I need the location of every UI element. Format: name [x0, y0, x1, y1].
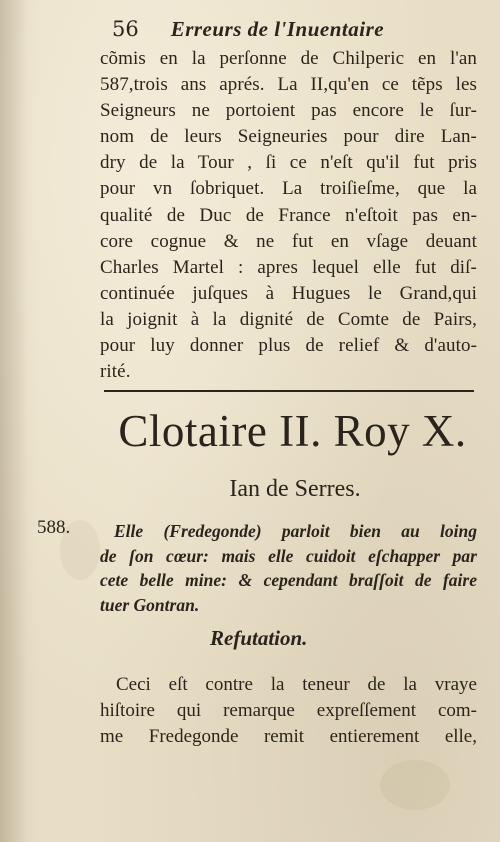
running-head	[112, 16, 472, 42]
paragraph-continuation	[100, 46, 477, 385]
running-head-title: Erreurs de l'Inuentaire	[170, 17, 385, 41]
gutter-shadow	[0, 0, 28, 842]
text-line: me Fredegonde remit entierement elle,	[100, 726, 477, 747]
text-line: 587,trois ans aprés. La II,qu'en ce tẽps les	[100, 74, 477, 96]
text-line: Seigneurs ne portoient pas encore le ſur-	[100, 100, 477, 122]
quote-line: tuer Gontran.	[100, 594, 200, 615]
text-line: nom de leurs Seigneuries pour dire Lan-	[100, 126, 477, 148]
page-number: 56	[112, 17, 139, 41]
refutation-paragraph	[100, 672, 477, 750]
text-line: la joignit à la dignité de Comte de Pairs,	[100, 308, 477, 330]
text-line: rité.	[100, 361, 131, 383]
margin-year-note: 588.	[37, 517, 71, 538]
author-name: Ian de Serres.	[229, 476, 361, 502]
quote-line: Elle (Fredegonde) parloit bien au loing	[114, 521, 477, 541]
text-line: continuée juſques à Hugues le Grand,qui	[100, 282, 477, 304]
paper-stain	[380, 760, 450, 810]
text-line: dry de la Tour , ſi ce n'eſt qu'il fut pris	[100, 152, 477, 174]
text-line: core cognue & ne fut en vſage deuant	[100, 230, 477, 252]
quote-line: cete belle mine: & cependant braſſoit de faire	[100, 570, 477, 590]
text-line: Charles Martel : apres lequel elle fut diſ-	[100, 256, 477, 278]
quoted-passage	[100, 519, 477, 617]
text-line: Ceci eſt contre la teneur de la vraye	[116, 674, 477, 695]
quote-line: de ſon cœur: mais elle cuidoit eſchapper par	[100, 545, 477, 566]
text-line: qualité de Duc de France n'eſtoit pas en-	[100, 204, 477, 226]
text-line: pour luy donner plus de relief & d'auto-	[100, 335, 477, 357]
refutation-heading: Refutation.	[210, 626, 308, 650]
section-heading: Clotaire II. Roy X.	[118, 406, 467, 456]
section-divider	[104, 390, 474, 392]
text-line: cõmis en la perſonne de Chilperic en l'an	[100, 48, 477, 69]
text-line: hiſtoire qui remarque expreſſement com-	[100, 700, 477, 721]
text-line: pour vn ſobriquet. La troiſieſme, que la	[100, 178, 477, 200]
